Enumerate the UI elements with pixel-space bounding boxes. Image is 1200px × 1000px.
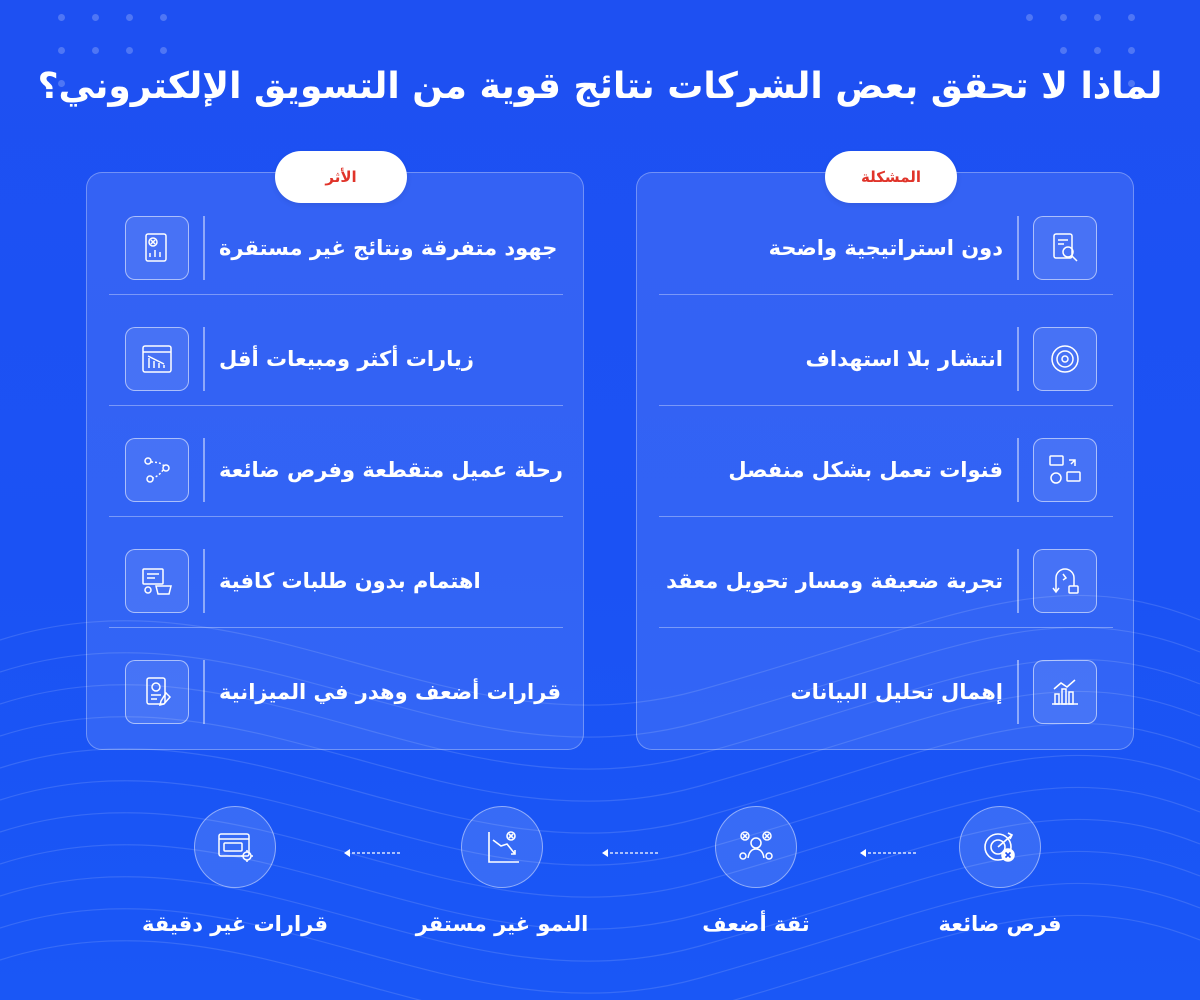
effect-item-label: زيارات أكثر ومبيعات أقل bbox=[219, 347, 474, 371]
row-divider bbox=[109, 294, 563, 295]
effect-item-label: جهود متفرقة ونتائج غير مستقرة bbox=[219, 236, 558, 260]
flow-step bbox=[656, 806, 856, 936]
row-divider bbox=[659, 405, 1113, 406]
row-divider bbox=[109, 627, 563, 628]
problem-item bbox=[659, 415, 1113, 525]
flow-step bbox=[402, 806, 602, 936]
effect-icon-wrap bbox=[125, 549, 205, 613]
broken-journey-icon bbox=[125, 438, 189, 502]
problem-item-label: تجربة ضعيفة ومسار تحويل معقد bbox=[666, 569, 1003, 593]
effect-icon-wrap bbox=[125, 660, 205, 724]
row-separator bbox=[1017, 438, 1019, 502]
problem-item bbox=[659, 304, 1113, 414]
conversion-path-icon bbox=[1033, 549, 1097, 613]
budget-waste-icon bbox=[125, 660, 189, 724]
flow-step bbox=[135, 806, 335, 936]
row-separator bbox=[203, 327, 205, 391]
target-icon bbox=[1033, 327, 1097, 391]
arrow-left-icon bbox=[858, 846, 918, 860]
effect-icon-wrap bbox=[125, 327, 205, 391]
row-divider bbox=[109, 516, 563, 517]
effect-tag: الأثر bbox=[275, 151, 407, 203]
page-title: لماذا لا تحقق بعض الشركات نتائج قوية من التسويق الإلكتروني؟ bbox=[37, 66, 1163, 107]
effect-item-label: اهتمام بدون طلبات كافية bbox=[219, 569, 481, 593]
row-divider bbox=[659, 516, 1113, 517]
problem-item bbox=[659, 526, 1113, 636]
row-divider bbox=[659, 627, 1113, 628]
effect-item-label: قرارات أضعف وهدر في الميزانية bbox=[219, 680, 562, 704]
problem-item bbox=[659, 637, 1113, 747]
disconnected-channels-icon bbox=[1033, 438, 1097, 502]
data-analysis-icon bbox=[1033, 660, 1097, 724]
row-separator bbox=[203, 216, 205, 280]
problem-item-label: قنوات تعمل بشكل منفصل bbox=[728, 458, 1003, 482]
row-separator bbox=[1017, 549, 1019, 613]
effect-panel bbox=[86, 168, 584, 750]
row-separator bbox=[203, 549, 205, 613]
row-separator bbox=[1017, 216, 1019, 280]
problem-item-label: انتشار بلا استهداف bbox=[805, 347, 1003, 371]
problem-item-label: إهمال تحليل البيانات bbox=[790, 680, 1003, 704]
row-separator bbox=[1017, 327, 1019, 391]
arrow-left-icon bbox=[342, 846, 402, 860]
declining-chart-icon bbox=[125, 327, 189, 391]
problem-item bbox=[659, 193, 1113, 303]
row-separator bbox=[1017, 660, 1019, 724]
unstable-growth-icon bbox=[461, 806, 543, 888]
flow-step-label: قرارات غير دقيقة bbox=[142, 912, 328, 936]
row-separator bbox=[203, 438, 205, 502]
flow-step bbox=[900, 806, 1100, 936]
problem-panel bbox=[636, 168, 1134, 750]
row-divider bbox=[659, 294, 1113, 295]
strategy-document-icon bbox=[1033, 216, 1097, 280]
effect-icon-wrap bbox=[125, 216, 205, 280]
inaccurate-decisions-icon bbox=[194, 806, 276, 888]
flow-step-label: ثقة أضعف bbox=[702, 912, 810, 936]
empty-cart-icon bbox=[125, 549, 189, 613]
effect-item-label: رحلة عميل متقطعة وفرص ضائعة bbox=[219, 458, 564, 482]
row-divider bbox=[109, 405, 563, 406]
flow-step-label: فرص ضائعة bbox=[938, 912, 1062, 936]
weak-trust-icon bbox=[715, 806, 797, 888]
missed-target-icon bbox=[959, 806, 1041, 888]
problem-tag: المشكلة bbox=[825, 151, 957, 203]
row-separator bbox=[203, 660, 205, 724]
flow-step-label: النمو غير مستقر bbox=[415, 912, 589, 936]
problem-item-label: دون استراتيجية واضحة bbox=[768, 236, 1003, 260]
unstable-report-icon bbox=[125, 216, 189, 280]
effect-icon-wrap bbox=[125, 438, 205, 502]
arrow-left-icon bbox=[600, 846, 660, 860]
